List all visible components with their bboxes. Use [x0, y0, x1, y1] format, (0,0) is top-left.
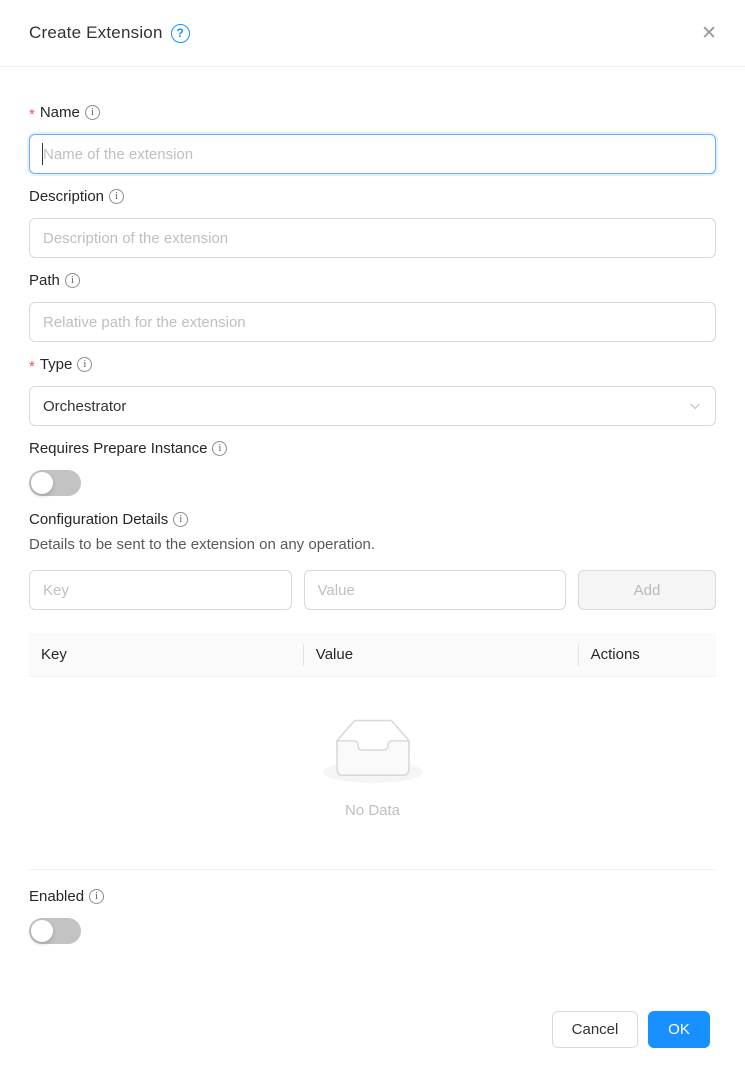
configuration-details-label-row	[29, 511, 716, 528]
empty-inbox-icon	[323, 719, 423, 788]
path-label: Path	[29, 272, 60, 289]
required-asterisk: *	[29, 358, 35, 375]
info-icon[interactable]: i	[109, 189, 124, 204]
field-enabled	[29, 888, 716, 944]
configuration-details-description: Details to be sent to the extension on any operation.	[29, 536, 376, 553]
name-input[interactable]	[29, 134, 716, 174]
info-icon[interactable]: i	[65, 273, 80, 288]
description-label: Description	[29, 188, 105, 205]
enabled-label: Enabled	[29, 888, 85, 905]
field-description	[29, 188, 716, 258]
ok-button[interactable]: OK	[648, 1011, 710, 1048]
column-header-value: Value	[304, 633, 579, 676]
empty-state-text: No Data	[344, 802, 401, 819]
path-input-wrap	[29, 302, 716, 342]
required-asterisk: *	[29, 106, 35, 123]
path-label-row	[29, 272, 716, 289]
info-icon[interactable]: i	[85, 105, 100, 120]
field-path	[29, 272, 716, 342]
field-configuration-details	[29, 511, 716, 870]
name-label-row	[29, 104, 716, 121]
add-config-button[interactable]: Add	[578, 570, 716, 610]
name-label: Name	[39, 104, 80, 121]
requires-prepare-instance-toggle[interactable]	[29, 470, 81, 496]
name-input-wrap	[29, 134, 716, 174]
chevron-down-icon	[688, 399, 702, 413]
info-icon[interactable]: i	[173, 512, 188, 527]
configuration-table	[29, 633, 716, 870]
table-empty-state	[29, 677, 716, 869]
modal-footer	[0, 1011, 745, 1078]
type-label-row	[29, 356, 716, 373]
close-icon[interactable]: ✕	[701, 22, 717, 44]
key-value-input-row	[29, 570, 716, 610]
text-caret	[42, 143, 43, 165]
type-label: Type	[39, 356, 73, 373]
type-select-value: Orchestrator	[43, 397, 127, 415]
enabled-toggle[interactable]	[29, 918, 81, 944]
requires-prepare-instance-label: Requires Prepare Instance	[29, 440, 208, 457]
config-key-input[interactable]	[29, 570, 292, 610]
cancel-button[interactable]: Cancel	[552, 1011, 638, 1048]
toggle-knob	[31, 920, 53, 942]
column-header-key: Key	[29, 633, 304, 676]
enabled-label-row	[29, 888, 716, 905]
description-input[interactable]	[29, 218, 716, 258]
info-icon[interactable]: i	[212, 441, 227, 456]
config-value-input[interactable]	[304, 570, 567, 610]
modal-title: Create Extension	[29, 23, 163, 42]
modal-header	[0, 0, 745, 67]
configuration-table-header	[29, 633, 716, 677]
requires-prepare-instance-label-row	[29, 440, 716, 457]
field-type	[29, 356, 716, 426]
help-circle-icon[interactable]: ?	[171, 24, 190, 43]
path-input[interactable]	[29, 302, 716, 342]
configuration-details-label: Configuration Details	[29, 511, 169, 528]
modal-body	[0, 67, 745, 1011]
info-icon[interactable]: i	[77, 357, 92, 372]
column-header-actions: Actions	[590, 646, 640, 663]
type-select[interactable]	[29, 386, 716, 426]
description-input-wrap	[29, 218, 716, 258]
description-label-row	[29, 188, 716, 205]
field-name	[29, 104, 716, 174]
info-icon[interactable]: i	[89, 889, 104, 904]
field-requires-prepare-instance	[29, 440, 716, 496]
toggle-knob	[31, 472, 53, 494]
